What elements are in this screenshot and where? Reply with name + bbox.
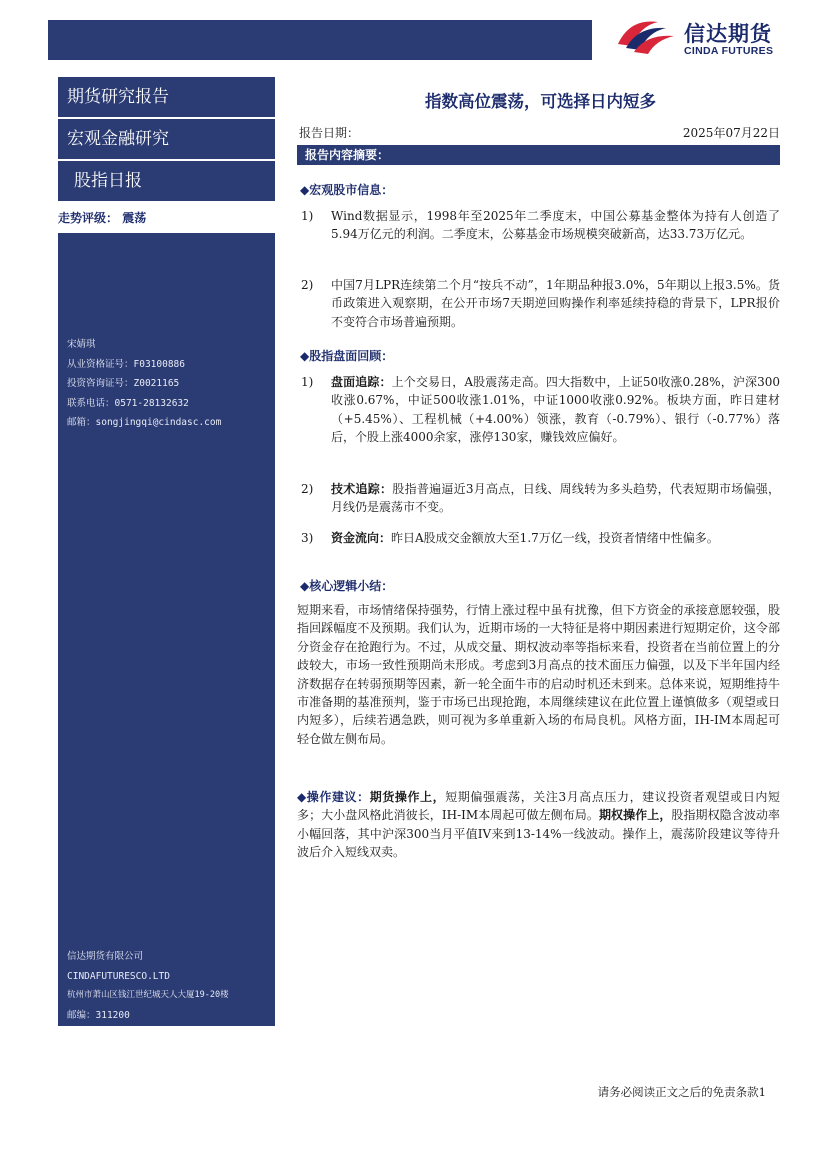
section-macro-heading: ◆宏观股市信息：	[300, 183, 394, 197]
sidebar-category-report-name: 股指日报	[58, 161, 275, 203]
report-date-value: 2025年07月22日	[682, 126, 780, 140]
logo-chinese-name: 信达期货	[684, 22, 772, 46]
company-address: 杭州市萧山区钱江世纪城天人大厦19-20楼	[67, 990, 229, 1000]
list-item-number: 1)	[301, 209, 314, 223]
list-item-text: 中国7月LPR连续第二个月“按兵不动”，1年期品种报3.0%，5年期以上报3.5%。货币政策进入观察期，在公开市场7天期逆回购操作利率延续持稳的背景下，LPR报价不变符合市场普遍预期。	[331, 278, 780, 329]
trend-rating-label: 走势评级：	[58, 211, 119, 225]
section-logic-heading: ◆核心逻辑小结：	[300, 579, 394, 593]
list-item-head: 技术追踪：	[331, 482, 393, 496]
company-name: 信达期货有限公司	[67, 951, 144, 962]
header-band	[48, 20, 592, 60]
analyst-info	[67, 335, 221, 433]
list-item-number: 2)	[301, 482, 314, 496]
futures-advice-text: 短期偏强震荡，关注3月高点压力，建议投资者观望或日内短多；大小盘风格此消彼长，IH-IM本周起可做左侧布局。	[297, 790, 780, 823]
futures-advice-label: 期货操作上，	[369, 790, 446, 804]
list-item-number: 1)	[301, 375, 314, 389]
summary-heading: 报告内容摘要：	[297, 146, 780, 165]
list-item-text	[331, 373, 780, 447]
analyst-consult-license: 投资咨询证号：Z0021165	[67, 378, 180, 389]
trend-rating	[58, 203, 275, 233]
sidebar-category-report-type: 期货研究报告	[58, 77, 275, 119]
footer-disclaimer: 请务必阅读正文之后的免责条款1	[597, 1085, 766, 1099]
company-info	[67, 947, 229, 1025]
list-item-head: 盘面追踪：	[331, 375, 392, 389]
list-item-body: 股指普遍逼近3月高点，日线、周线转为多头趋势，代表短期市场偏强，月线仍是震荡市不变。	[331, 482, 780, 515]
sidebar	[58, 77, 275, 1026]
logo-english-name: CINDA FUTURES	[684, 45, 774, 57]
analyst-phone: 联系电话：0571-28132632	[67, 397, 189, 409]
operation-advice-heading: ◆操作建议：	[297, 790, 370, 804]
report-date-row	[297, 123, 780, 146]
company-logo	[612, 14, 802, 64]
report-date-label: 报告日期：	[299, 126, 360, 140]
logo-mark-icon	[612, 14, 678, 62]
list-item-text: Wind数据显示，1998年至2025年二季度末，中国公募基金整体为持有人创造了5.94万亿元的利润。二季度末，公募基金市场规模突破新高，达33.73万亿元。	[331, 209, 780, 242]
list-item-head: 资金流向：	[331, 531, 392, 545]
operation-advice-paragraph	[297, 788, 780, 862]
options-advice-label: 期权操作上，	[598, 808, 672, 823]
list-item-number: 2)	[301, 278, 314, 292]
analyst-license: 从业资格证号：F03100886	[67, 358, 185, 370]
analyst-name: 宋婧琪	[67, 339, 96, 350]
company-site: CINDAFUTURESCO.LTD	[67, 970, 170, 982]
list-item-text	[331, 529, 780, 547]
options-advice-text: 股指期权隐含波动率小幅回落，其中沪深300当月平值IV来到13-14%一线波动。操作上，震荡阶段建议等待升波后介入短线双卖。	[297, 808, 780, 860]
list-item-body: 上个交易日，A股震荡走高。四大指数中，上证50收涨0.28%，沪深300收涨0.67%，中证500收涨1.01%，中证1000收涨0.92%。板块方面，昨日建材（+5.45%）、工程机械（+4.00%）领涨，教育（-0.79%）、银行（-0.77%）落后，个股上涨4000余家，涨停130家，赚钱效应偏好。	[331, 375, 780, 445]
section-review-heading: ◆股指盘面回顾：	[300, 349, 394, 363]
logic-summary-paragraph: 短期来看，市场情绪保持强势，行情上涨过程中虽有扰豫，但下方资金的承接意愿较强，股指回踩幅度不及预期。我们认为，近期市场的一大特征是将中期因素进行短期定价，这令部分资金存在抢跑行为。不过，从成交量、期权波动率等指标来看，投资者在当前位置上的分歧较大，市场一致性预期尚未形成。考虑到3月高点的技术面压力偏强，以及下半年国内经济数据存在转弱预期等因素，新一轮全面牛市的启动时机还未到来。总体来说，短期维持牛市准备期的基准预判，鉴于市场已出现抢跑，本周继续建议在此位置上谨慎做多（观望或日内短多），后续若遇急跌，则可视为多单重新入场的布局良机。风格方面，IH-IM本周起可轻仓做左侧布局。	[297, 603, 780, 746]
list-item-body: 昨日A股成交金额放大至1.7万亿一线，投资者情绪中性偏多。	[391, 531, 719, 545]
report-title: 指数高位震荡，可选择日内短多	[425, 92, 656, 111]
analyst-email: 邮箱：songjingqi@cindasc.com	[67, 417, 222, 428]
company-postcode: 邮编：311200	[67, 1009, 130, 1021]
list-item-number: 3)	[301, 531, 314, 545]
list-item-text	[331, 480, 780, 517]
sidebar-category-research-area: 宏观金融研究	[58, 119, 275, 161]
trend-rating-value: 震荡	[122, 211, 147, 225]
